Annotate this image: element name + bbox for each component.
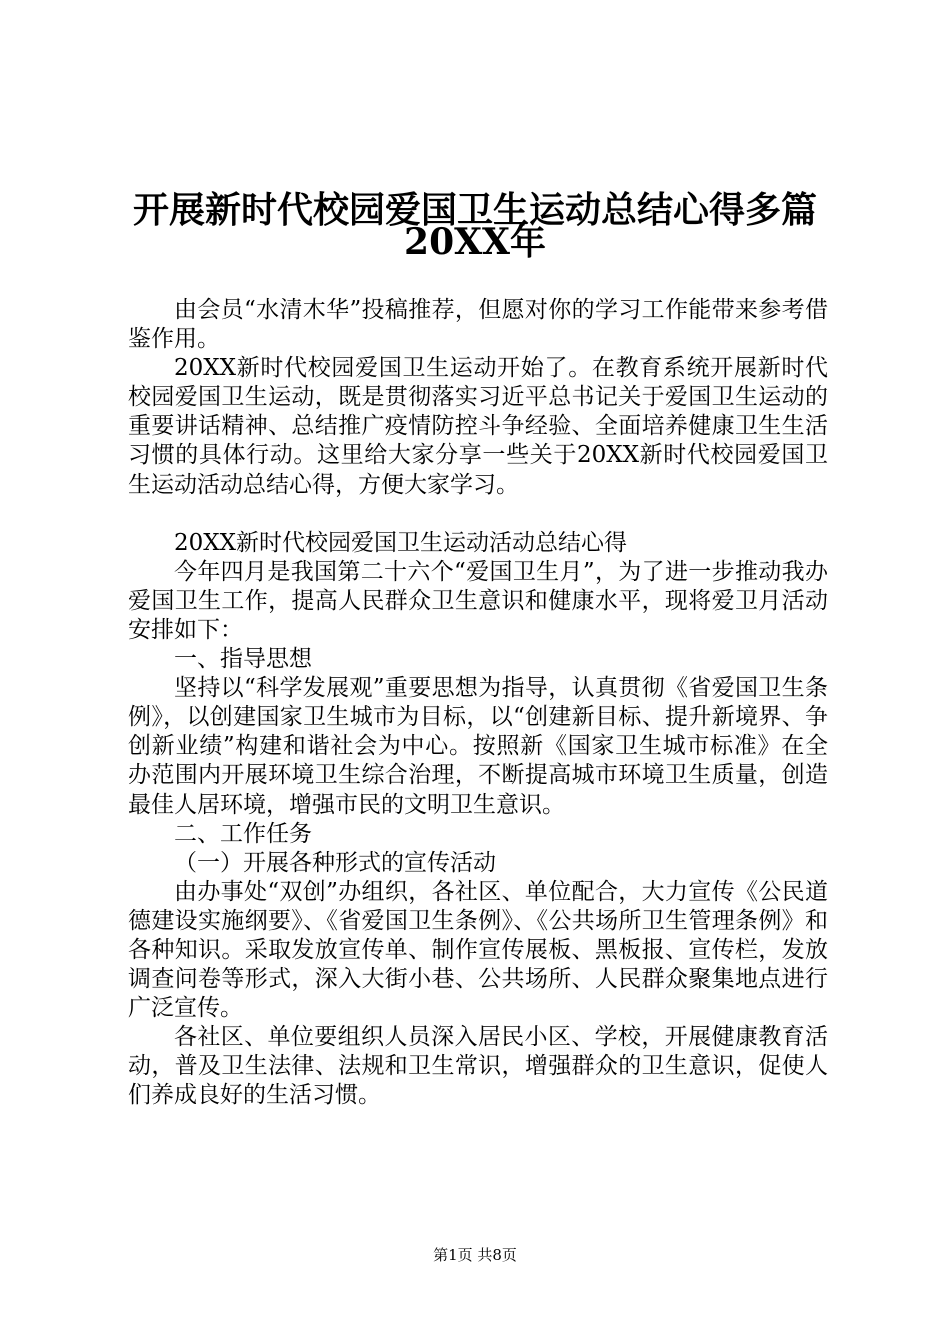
document-title: 开展新时代校园爱国卫生运动总结心得多篇 <box>132 189 817 231</box>
body-paragraph: 由办事处“双创”办组织，各社区、单位配合，大力宣传《公民道德建设实施纲要》、《省爱国卫生条例》、《公共场所卫生管理条例》和各种知识。采取发放宣传单、制作宣传展板、黑板报、宣传栏，发放调查问卷等形式，深入大街小巷、公共场所、人民群众聚集地点进行广泛宣传。 <box>128 878 828 1022</box>
intro-paragraph: 20XX新时代校园爱国卫生运动开始了。在教育系统开展新时代校园爱国卫生运动，既是贯彻落实习近平总书记关于爱国卫生运动的重要讲话精神、总结推广疫情防控斗争经验、全面培养健康卫生生活习惯的具体行动。这里给大家分享一些关于20XX新时代校园爱国卫生运动活动总结心得，方便大家学习。 <box>128 355 828 498</box>
body-paragraph: 各社区、单位要组织人员深入居民小区、学校，开展健康教育活动，普及卫生法律、法规和卫生常识，增强群众的卫生意识，促使人们养成良好的生活习惯。 <box>128 1024 828 1109</box>
blank-line <box>128 500 828 529</box>
page-footer: 第1页 共8页 <box>433 1246 517 1264</box>
document-title-year: 20XX年 <box>404 221 546 263</box>
body-paragraph: 坚持以“科学发展观”重要思想为指导，认真贯彻《省爱国卫生条例》，以创建国家卫生城市为目标，以“创建新目标、提升新境界、争创新业绩”构建和谐社会为中心。按照新《国家卫生城市标准》在全办范围内开展环境卫生综合治理，不断提高城市环境卫生质量，创造最佳人居环境，增强市民的文明卫生意识。 <box>128 675 828 818</box>
intro-paragraph: 由会员“水清木华”投稿推荐，但愿对你的学习工作能带来参考借鉴作用。 <box>128 297 828 353</box>
section-heading: 一、指导思想 <box>174 646 312 673</box>
section-heading: 20XX新时代校园爱国卫生运动活动总结心得 <box>174 529 628 556</box>
section-heading: 二、工作任务 <box>174 820 312 847</box>
document-body <box>128 296 828 1111</box>
body-paragraph: 今年四月是我国第二十六个“爱国卫生月”，为了进一步推动我办爱国卫生工作，提高人民群众卫生意识和健康水平，现将爱卫月活动安排如下： <box>128 558 828 643</box>
subsection-heading: （一）开展各种形式的宣传活动 <box>174 849 496 876</box>
